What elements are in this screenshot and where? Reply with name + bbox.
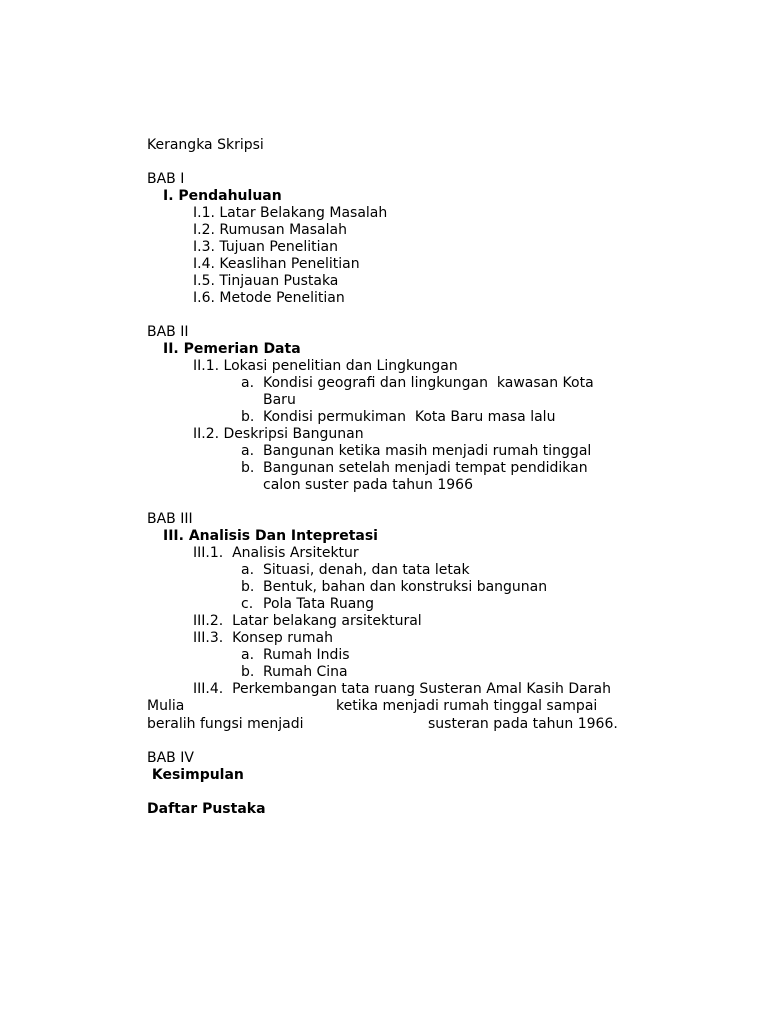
list-item-text: Kondisi permukiman Kota Baru masa lalu <box>263 409 556 425</box>
bab-3-section-4: III.4. Perkembangan tata ruang Susteran Amal Kasih Darah <box>193 681 611 697</box>
list-marker: b. <box>241 460 255 476</box>
document-title: Kerangka Skripsi <box>147 137 264 153</box>
bab-4-chapter-title: Kesimpulan <box>147 767 244 783</box>
bab-4-heading: BAB IV <box>147 750 194 766</box>
bab-1-heading: BAB I <box>147 171 185 187</box>
list-item-text: Bangunan setelah menjadi tempat pendidikan <box>263 460 588 476</box>
list-marker: b. <box>241 664 255 680</box>
list-marker: a. <box>241 443 255 459</box>
list-item-text: Bangunan ketika masih menjadi rumah tinggal <box>263 443 592 459</box>
bab-1-item: I.1. Latar Belakang Masalah <box>193 205 388 221</box>
list-marker: a. <box>241 562 255 578</box>
bab-3-section-4-continued: Mulia <box>147 698 185 714</box>
list-item-text: Bentuk, bahan dan konstruksi bangunan <box>263 579 548 595</box>
list-marker: a. <box>241 375 255 391</box>
bab-2-heading: BAB II <box>147 324 189 340</box>
list-marker: b. <box>241 409 255 425</box>
bab-3-chapter-title: III. Analisis Dan Intepretasi <box>163 528 378 544</box>
list-item-text-continued: calon suster pada tahun 1966 <box>263 477 473 493</box>
bab-1-item: I.5. Tinjauan Pustaka <box>193 273 339 289</box>
bab-3-section-4-continued: beralih fungsi menjadi <box>147 716 304 732</box>
bab-3-section-2: III.2. Latar belakang arsitektural <box>193 613 422 629</box>
list-item-text-continued: Baru <box>263 392 296 408</box>
list-item-text: Situasi, denah, dan tata letak <box>263 562 470 578</box>
bab-2-chapter-title: II. Pemerian Data <box>163 341 301 357</box>
bab-1-item: I.6. Metode Penelitian <box>193 290 345 306</box>
bibliography-heading: Daftar Pustaka <box>147 801 266 817</box>
bab-1-item: I.2. Rumusan Masalah <box>193 222 347 238</box>
bab-1-item: I.3. Tujuan Penelitian <box>193 239 339 255</box>
bab-3-section-4-continued: ketika menjadi rumah tinggal sampai <box>336 698 598 714</box>
list-marker: a. <box>241 647 255 663</box>
bab-3-heading: BAB III <box>147 511 193 527</box>
bab-2-section-2: II.2. Deskripsi Bangunan <box>193 426 364 442</box>
list-item-text: Kondisi geografi dan lingkungan kawasan Kota <box>263 375 594 391</box>
list-item-text: Rumah Cina <box>263 664 348 680</box>
list-marker: b. <box>241 579 255 595</box>
bab-1-item: I.4. Keaslihan Penelitian <box>193 256 360 272</box>
list-marker: c. <box>241 596 254 612</box>
bab-3-section-4-continued: susteran pada tahun 1966. <box>428 716 618 732</box>
list-item-text: Rumah Indis <box>263 647 350 663</box>
bab-1-chapter-title: I. Pendahuluan <box>163 188 282 204</box>
bab-3-section-3: III.3. Konsep rumah <box>193 630 333 646</box>
list-item-text: Pola Tata Ruang <box>263 596 375 612</box>
bab-3-section-1: III.1. Analisis Arsitektur <box>193 545 359 561</box>
bab-2-section-1: II.1. Lokasi penelitian dan Lingkungan <box>193 358 458 374</box>
